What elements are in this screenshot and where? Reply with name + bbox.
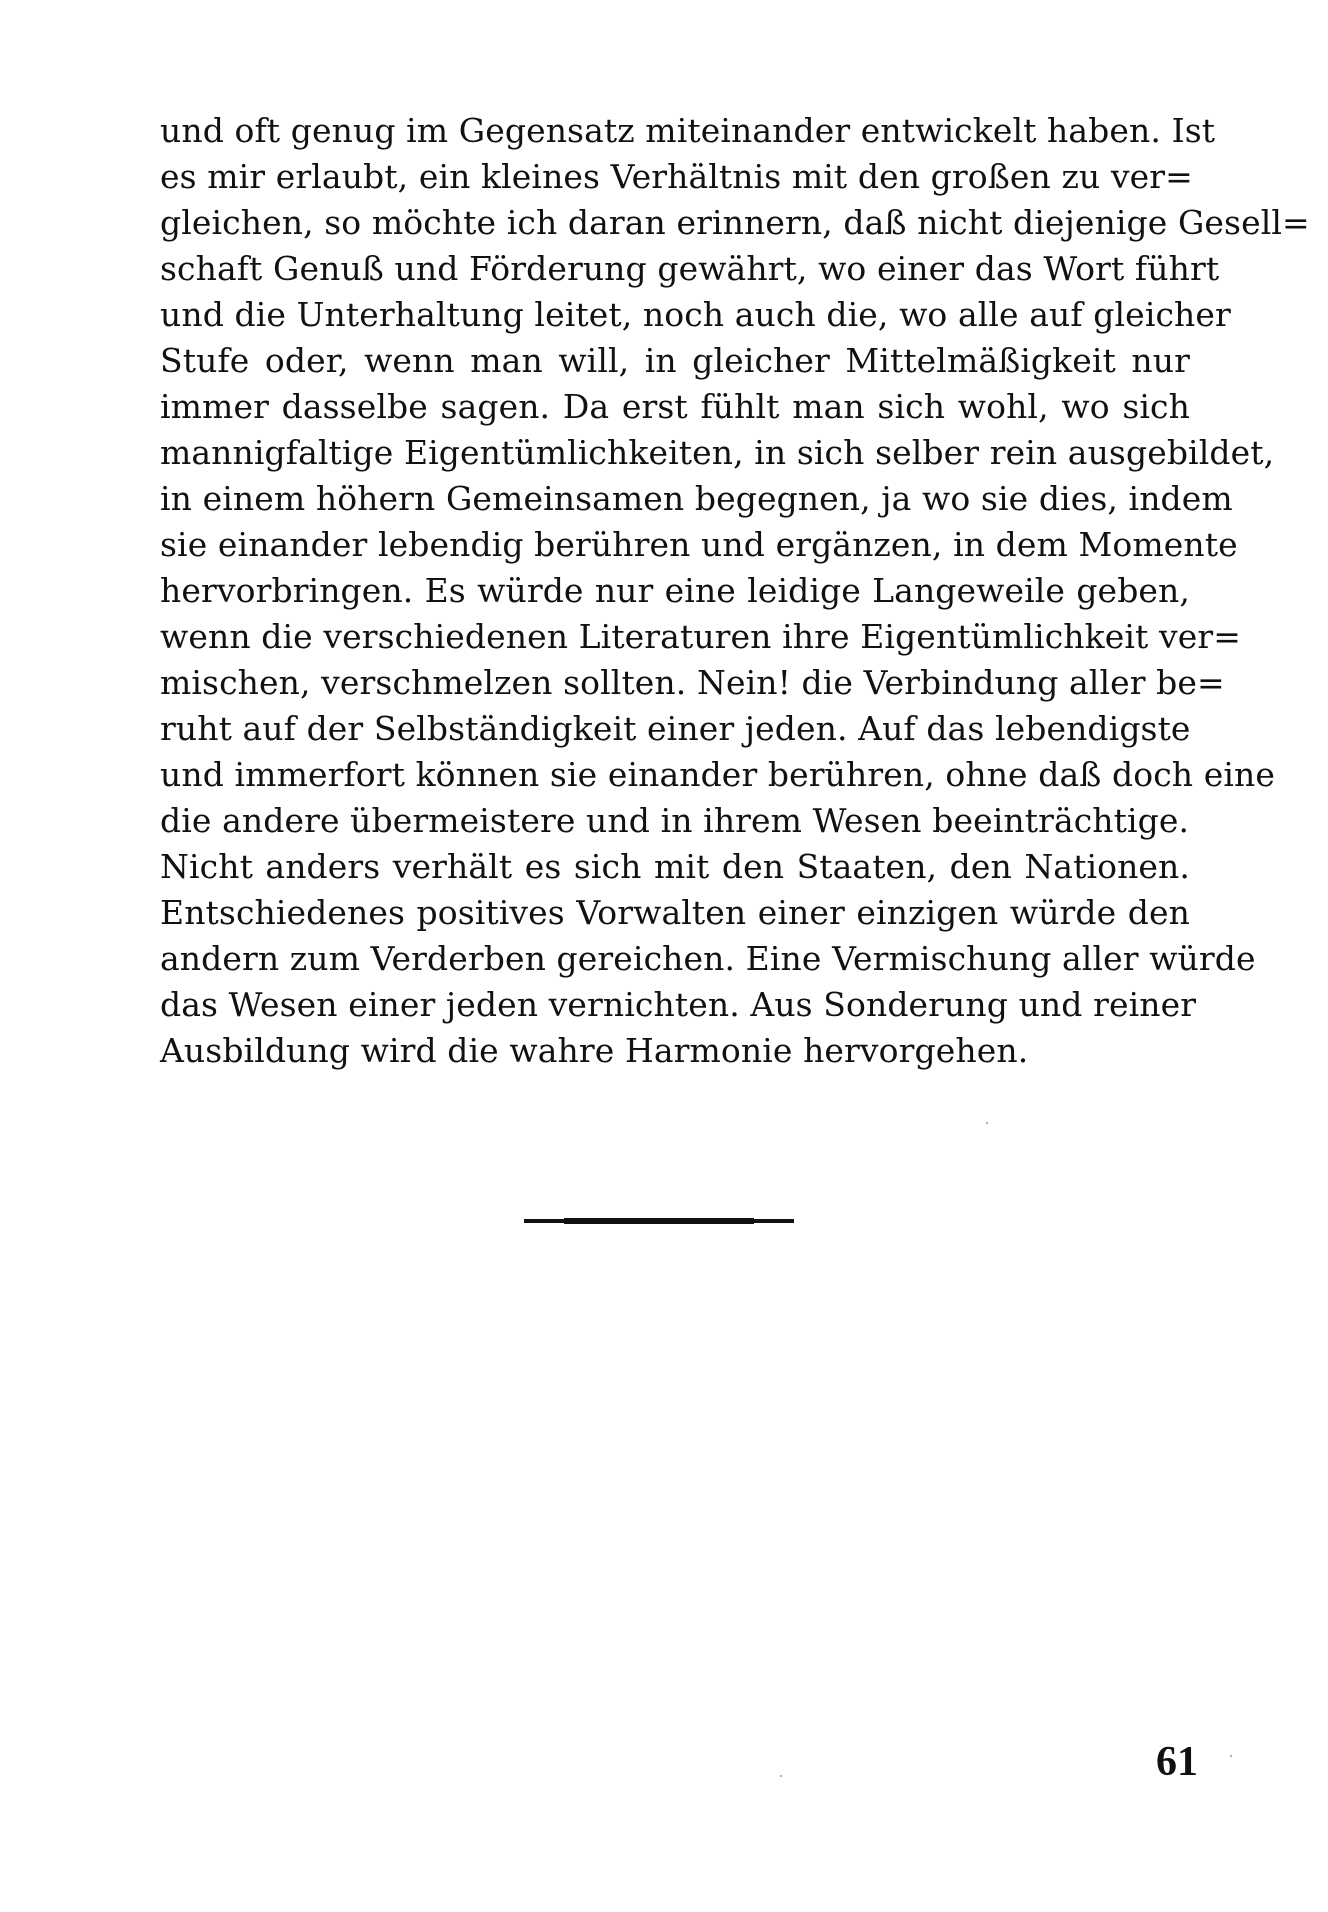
text-line: sie einander lebendig berühren und ergänzen, in dem Momente	[160, 525, 1238, 564]
text-line: Entschiedenes positives Vorwalten einer einzigen würde den	[160, 893, 1190, 932]
page-number: 61	[1156, 1739, 1198, 1785]
text-line: andern zum Verderben gereichen. Eine Vermischung aller würde	[160, 939, 1256, 978]
text-line: hervorbringen. Es würde nur eine leidige Langeweile geben,	[160, 571, 1190, 610]
text-line: und die Unterhaltung leitet, noch auch die, wo alle auf gleicher	[160, 295, 1231, 334]
text-line: es mir erlaubt, ein kleines Verhältnis mit den großen zu ver=	[160, 157, 1193, 196]
text-line: Stufe oder, wenn man will, in gleicher Mittelmäßigkeit nur	[160, 341, 1190, 380]
text-line: Ausbildung wird die wahre Harmonie hervorgehen.	[160, 1031, 1029, 1070]
text-line: Nicht anders verhält es sich mit den Staaten, den Nationen.	[160, 847, 1190, 886]
body-text	[160, 108, 1310, 1074]
text-line: in einem höhern Gemeinsamen begegnen, ja wo sie dies, indem	[160, 479, 1233, 518]
text-line: mannigfaltige Eigentümlichkeiten, in sich selber rein ausgebildet,	[160, 433, 1275, 472]
text-line: schaft Genuß und Förderung gewährt, wo einer das Wort führt	[160, 249, 1220, 288]
paper-speck	[986, 1122, 988, 1124]
paper-speck	[780, 1775, 782, 1777]
text-line: mischen, verschmelzen sollten. Nein! die Verbindung aller be=	[160, 663, 1225, 702]
text-line: ruht auf der Selbständigkeit einer jeden. Auf das lebendigste	[160, 709, 1191, 748]
text-line: wenn die verschiedenen Literaturen ihre Eigentümlichkeit ver=	[160, 617, 1241, 656]
text-line: die andere übermeistere und in ihrem Wesen beeinträchtige.	[160, 801, 1190, 840]
text-line: gleichen, so möchte ich daran erinnern, daß nicht diejenige Gesell=	[160, 203, 1310, 242]
text-line: und oft genug im Gegensatz miteinander entwickelt haben. Ist	[160, 111, 1216, 150]
section-end-rule	[524, 1219, 794, 1223]
text-line: und immerfort können sie einander berühren, ohne daß doch eine	[160, 755, 1275, 794]
text-line: immer dasselbe sagen. Da erst fühlt man sich wohl, wo sich	[160, 387, 1190, 426]
paper-speck	[1230, 1755, 1232, 1757]
text-line: das Wesen einer jeden vernichten. Aus Sonderung und reiner	[160, 985, 1197, 1024]
